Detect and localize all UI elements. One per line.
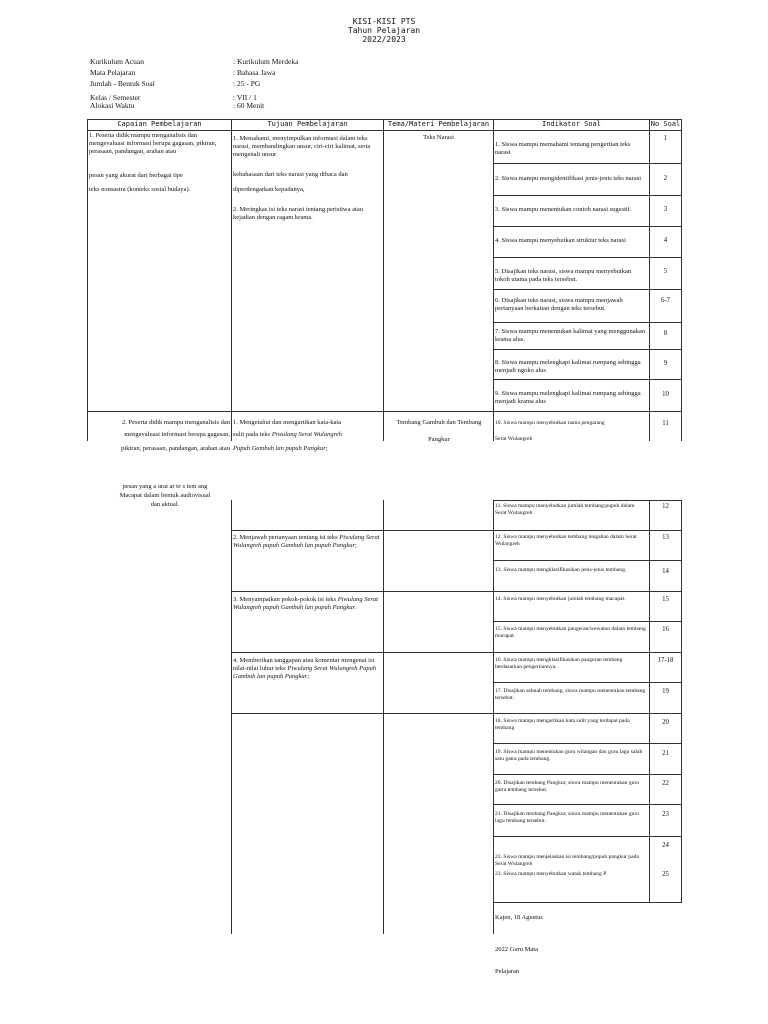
capaian-2-text-c: pikiran, perasaan, pandangan, arahan atau [121,445,230,452]
tujuan-3-text-c: Pupuh Gambuh lan pupuh Pangkur; [233,445,328,452]
capaian-1-text-c: teks nonsastra (konteks sosial budaya). [89,186,191,193]
no-soal-4: 4 [663,237,668,244]
no-soal-5: 5 [663,268,668,275]
footer-place-date: Kajen, 18 Agustus [495,914,543,921]
capaian-1-text: 1. Peserta didik mampu menganalisis dan mengevaluasi informasi berupa gagasan, pikiran, perasaan, pandangan, arahan atau [89,132,217,155]
no-soal-12: 13 [662,534,669,541]
indikator-row-22: 22. Siswa mampu menjelaskan isi tembang/pupuh pangkur pada Serat Wulangreh [495,854,639,867]
indikator-row-12: 12. Siswa mampu menyebutkan tembang tengahan dalam Serat Wulangreh [495,534,637,547]
capaian-2-cont-b: Macapat dalam bentuk audiovisual [119,492,211,499]
no-soal-19: 21 [662,750,669,757]
no-soal-6: 6-7 [660,297,671,304]
materi-teks-narasi: Teks Narasi [423,134,454,141]
no-soal-18: 20 [662,719,669,726]
meta-value-kurikulum: : Kurikulum Merdeka [233,57,299,66]
no-soal-10: 11 [662,420,669,427]
indikator-row-6: 6. Disajikan teks narasi, siswa mampu menjawab pertanyaan berkaitan dengan teks tersebut. [495,297,623,312]
doc-title: KISI-KISI PTS [352,17,416,26]
indikator-row-23: 23. Siswa mampu menyebutkan watak tembang P [495,871,607,877]
capaian-2-cont-a: pesan yang a urat ar te s tem ang [122,483,208,490]
no-soal-20: 22 [662,780,669,787]
indikator-row-21: 21. Disajikan tembang Pangkur, siswa mampu menentukan guru lagu tembang tersebut. [495,811,640,824]
indikator-row-11: 11. Siswa mampu menyebutkan jumlah tembang/pupuh dalam Serat Wulangreh [495,503,635,516]
no-soal-21: 23 [662,811,669,818]
tujuan-3-text-b: sulit pada teks Piwulang Serat Wulangreh [233,431,343,438]
no-soal-7: 8 [663,330,668,337]
materi-tembang: Tembang Gambuh dan Tembang [396,419,482,426]
meta-value-mapel: : Bahasa Jawa [233,68,276,77]
meta-value-kelas: : VII / 1 [233,93,257,102]
indikator-row-9: 9. Siswa mampu melengkapi kalimat rumpang sehingga menjadi krama alus [495,390,641,405]
no-soal-8: 9 [663,360,668,367]
no-soal-14: 15 [662,596,669,603]
tujuan-1-text: 1. Memahami, menyimpulkan informasi dalam teks narasi, membandingkan unsur, ciri-ciri kalimat, serta mengenali unsur [233,135,371,158]
capaian-1-text-b: pesan yang akurat dari berbagai tipe [89,172,184,179]
meta-label-kelas: Kelas / Semester [90,93,141,102]
no-soal-2: 2 [663,175,668,182]
col-header-tujuan: Tujuan Pembelajaran [267,120,348,128]
indikator-row-19: 19. Siswa mampu menentukan guru wilangan dan guru lagu salah satu gatra pada tembang. [495,749,643,762]
footer-teacher-title: 2022 Guru Mata [495,946,538,953]
indikator-row-20: 20. Disajikan tembang Pangkur, siswa mampu menentukan guru gatra tembang tersebut. [495,780,640,793]
indikator-row-18: 18. Siswa mampu mengartikan kata sulit yang terdapat pada tembang [495,718,630,731]
indikator-row-2: 2. Siswa mampu mengidentifikasi jenis-jenis teks narasi [495,175,642,182]
no-soal-13: 14 [662,568,669,575]
capaian-2-text-b: mengevaluasi informasi berupa gagasan, [124,431,230,438]
tujuan-1-text-b: kebahasaan dari teks narasi yang dibaca dan [233,171,348,178]
tujuan-3-text: 1. Mengetahui dan mengartikan kata-kata [233,419,342,426]
no-soal-17: 19 [662,688,669,695]
capaian-2-text: 2. Peserta didik mampu menganalisis dan [122,419,230,426]
tujuan-p2-2: 2. Menjawab pertanyaan tentang isi teks Piwulang Serat Wulangreh pupuh Gambuh lan pupuh Pangkur; [233,534,380,549]
col-header-no-soal: No Soal [650,120,681,128]
footer-teacher-title-b: Pelajaran [495,968,520,975]
no-soal-1: 1 [663,135,668,142]
meta-value-alokasi: : 60 Menit [233,101,265,110]
no-soal-15: 16 [662,626,669,633]
tujuan-1-text-c: diperdengarkan kepadanya, [233,186,305,193]
tujuan-2-text: 2. Meringkas isi teks narasi tentang peristiwa atau kejadian dengan ragam krama. [233,206,363,221]
no-soal-11: 12 [662,503,669,510]
indikator-row-10: 10. Siswa mampu menyebutkan nama pengarang [495,420,605,426]
indikator-row-3: 3. Siswa mampu menentukan contoh narasi sugestif. [495,206,632,213]
no-soal-22: 24 [662,842,669,849]
meta-label-jumlah: Jumlah - Bentuk Soal [90,79,155,88]
indikator-row-17: 17. Disajikan sebuah tembang, siswa mampu menentukan tembang tersebut. [495,688,646,701]
meta-label-mapel: Mata Pelajaran [90,68,136,77]
indikator-row-15: 15. Siswa mampu menyebutkan paugeran/wewaton dalam tembang macapat. [495,626,646,639]
indikator-row-10-b: Serat Wulangreh [495,436,533,442]
materi-tembang-b: Pangkur [428,436,450,443]
no-soal-9: 10 [662,391,669,398]
indikator-row-16: 16. Siswa mampu mengklasifikasikan paugeran tembang berdasarkan pengertiannya. [495,657,623,670]
meta-label-alokasi: Alokasi Waktu [90,101,135,110]
indikator-row-7: 7. Siswa mampu menentukan kalimat yang menggunakan krama alus. [495,328,646,343]
indikator-row-8: 8. Siswa mampu melengkapi kalimat rumpang sehingga menjadi ngoko alus [495,359,641,374]
indikator-row-1: 1. Siswa mampu memahami tentang pengertian teks narasi [495,141,631,156]
doc-year: 2022/2023 [362,35,406,44]
capaian-2-cont-c: dan aktual. [150,501,180,508]
meta-value-jumlah: : 25 - PG [233,79,261,88]
indikator-row-4: 4. Siswa mampu menyebutkan struktur teks narasi [495,237,626,244]
indikator-row-14: 14. Siswa mampu menyebutkan jumlah tembang macapat. [495,596,626,602]
col-header-capaian: Capaian Pembelajaran [117,120,202,128]
no-soal-23: 25 [662,871,669,878]
col-header-materi: Tema/Materi Pembelajaran [387,120,490,128]
no-soal-3: 3 [663,206,668,213]
indikator-row-13: 13. Siswa mampu mengklasifikasikan jenis-jenis tembang. [495,567,627,573]
no-soal-16: 17-18 [657,657,674,664]
doc-subtitle: Tahun Pelajaran [347,26,421,35]
tujuan-p2-3: 3. Menyampaikan pokok-pokok isi teks Piwulang Serat Wulangreh pupuh Gambuh lan pupuh Pangkur. [233,596,378,611]
col-header-indikator: Indikator Soal [541,120,601,128]
indikator-row-5: 5. Disajikan teks narasi, siswa mampu menyebutkan tokoh utama pada teks tersebut. [495,268,632,283]
meta-label-kurikulum: Kurikulum Acuan [90,57,144,66]
tujuan-p2-4: 4. Memberikan tanggapan atau komentar mengenai isi nilai-nilai luhur teks Piwulang Serat Wulangreh Pupuh Gambuh lan pupuh Pangkur; [233,657,377,680]
